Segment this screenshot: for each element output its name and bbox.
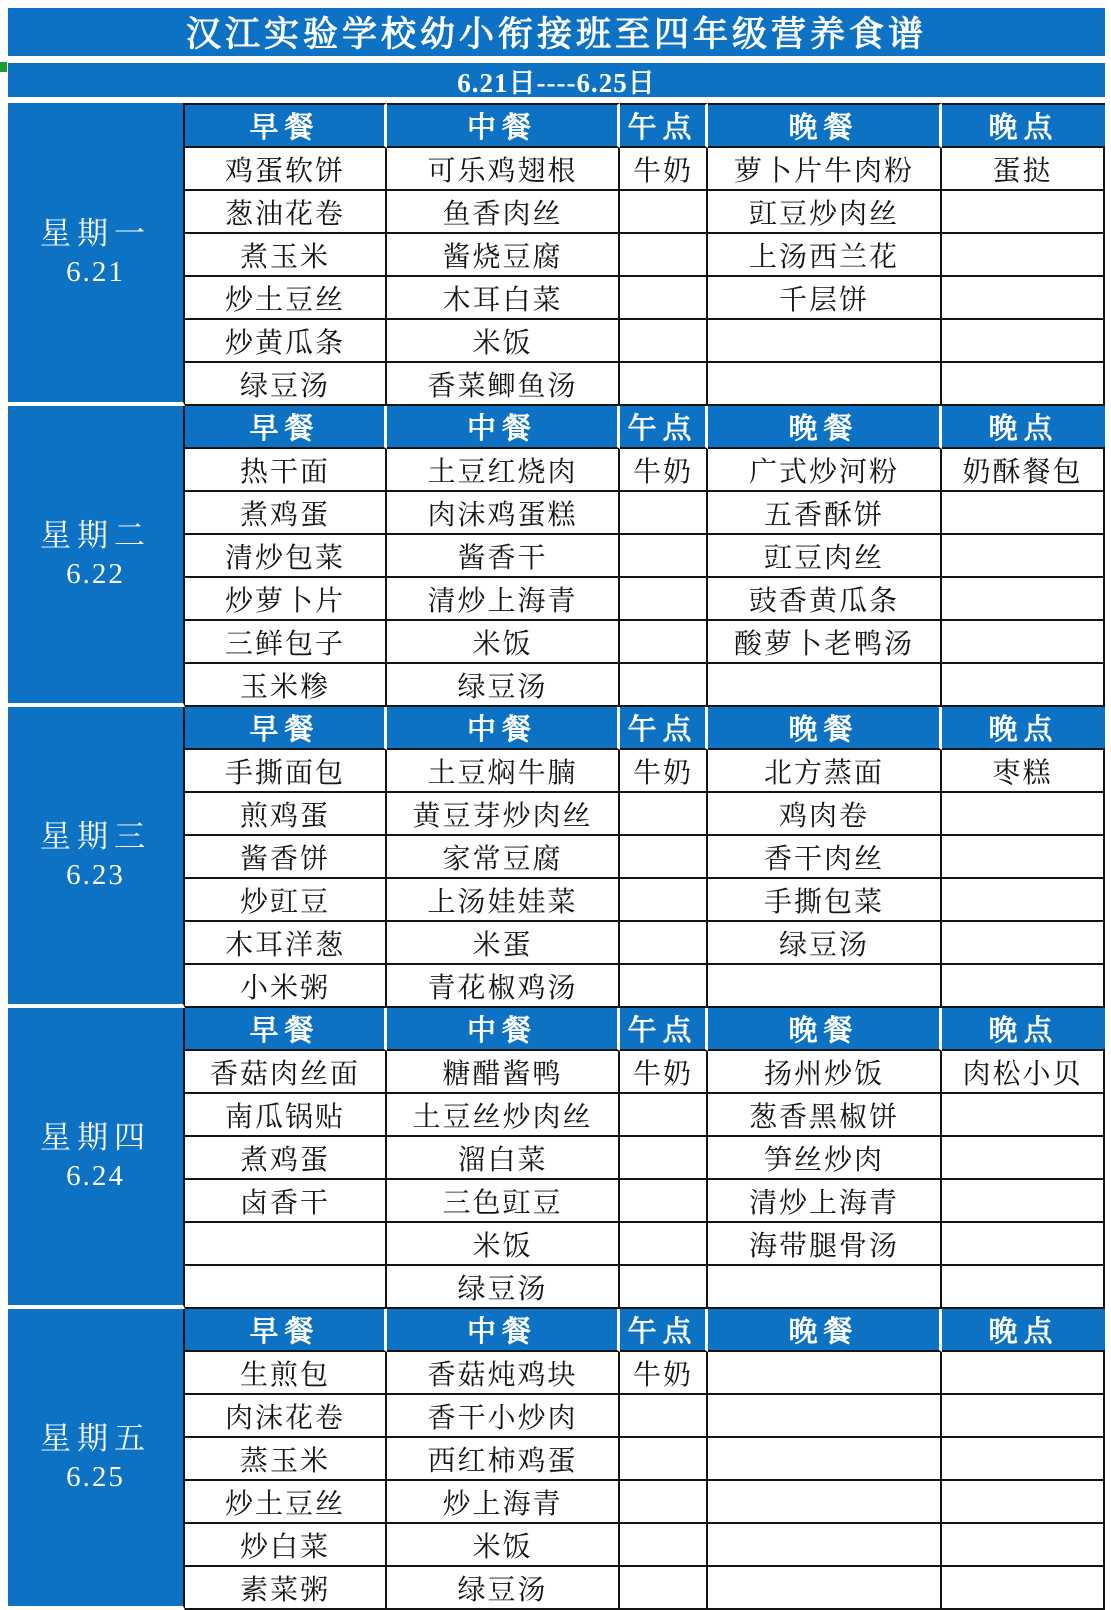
day-date: 6.21 (66, 255, 125, 288)
meal-cell (620, 664, 708, 707)
meal-cell (708, 1567, 942, 1610)
meal-cell: 酱香饼 (185, 836, 387, 879)
meal-cell: 扬州炒饭 (708, 1051, 942, 1094)
meal-cell: 枣糕 (942, 750, 1105, 793)
meal-cell (620, 1524, 708, 1567)
meal-cell (708, 1395, 942, 1438)
meal-cell (185, 1266, 387, 1309)
meal-cell: 木耳白菜 (387, 277, 620, 320)
meal-cell: 黄豆芽炒肉丝 (387, 793, 620, 836)
day-cell (8, 1309, 185, 1610)
meal-cell: 豇豆肉丝 (708, 535, 942, 578)
meal-cell: 肉沫花卷 (185, 1395, 387, 1438)
meal-cell: 米饭 (387, 320, 620, 363)
meal-cell: 炒土豆丝 (185, 277, 387, 320)
meal-cell: 青花椒鸡汤 (387, 965, 620, 1008)
meal-header-cell: 中餐 (387, 406, 620, 449)
day-name: 星期二 (40, 518, 151, 553)
meal-cell (620, 277, 708, 320)
meal-cell: 广式炒河粉 (708, 449, 942, 492)
meal-cell (620, 879, 708, 922)
meal-header-cell: 早餐 (185, 103, 387, 148)
meal-cell: 肉松小贝 (942, 1051, 1105, 1094)
meal-cell: 鸡蛋软饼 (185, 148, 387, 191)
meal-cell: 蒸玉米 (185, 1438, 387, 1481)
meal-cell (620, 492, 708, 535)
meal-cell (942, 879, 1105, 922)
meal-cell (620, 1180, 708, 1223)
meal-cell (942, 1567, 1105, 1610)
meal-cell: 糖醋酱鸭 (387, 1051, 620, 1094)
meal-cell (942, 965, 1105, 1008)
meal-cell (942, 664, 1105, 707)
meal-cell: 牛奶 (620, 750, 708, 793)
meal-cell (620, 578, 708, 621)
day-cell (8, 103, 185, 406)
meal-cell: 绿豆汤 (185, 363, 387, 406)
meal-header-cell: 中餐 (387, 707, 620, 750)
meal-cell: 玉米糁 (185, 664, 387, 707)
day-cell (8, 406, 185, 707)
meal-header-cell: 晚点 (942, 1309, 1105, 1352)
meal-cell (620, 922, 708, 965)
meal-cell: 酸萝卜老鸭汤 (708, 621, 942, 664)
meal-cell: 卤香干 (185, 1180, 387, 1223)
meal-cell: 米饭 (387, 1524, 620, 1567)
meal-cell (942, 535, 1105, 578)
meal-cell: 酱烧豆腐 (387, 234, 620, 277)
day-cell (8, 1008, 185, 1309)
day-name: 星期三 (40, 819, 151, 854)
meal-cell (620, 1438, 708, 1481)
meal-cell: 北方蒸面 (708, 750, 942, 793)
meal-cell: 炒上海青 (387, 1481, 620, 1524)
meal-cell: 千层饼 (708, 277, 942, 320)
meal-cell (620, 535, 708, 578)
meal-cell: 清炒包菜 (185, 535, 387, 578)
meal-header-cell: 晚点 (942, 1008, 1105, 1051)
meal-cell (620, 793, 708, 836)
meal-header-cell: 晚餐 (708, 1008, 942, 1051)
meal-cell: 香菇肉丝面 (185, 1051, 387, 1094)
meal-cell (942, 363, 1105, 406)
meal-cell (942, 922, 1105, 965)
meal-cell: 绿豆汤 (387, 664, 620, 707)
meal-cell (708, 664, 942, 707)
menu-table-body (8, 103, 1105, 1610)
meal-cell (942, 621, 1105, 664)
meal-header-cell: 中餐 (387, 1008, 620, 1051)
meal-cell (942, 578, 1105, 621)
meal-cell (708, 1481, 942, 1524)
meal-cell: 清炒上海青 (387, 578, 620, 621)
meal-cell (942, 836, 1105, 879)
meal-cell (942, 1223, 1105, 1266)
meal-cell (708, 1438, 942, 1481)
meal-header-cell: 晚餐 (708, 707, 942, 750)
meal-header-cell: 晚餐 (708, 406, 942, 449)
meal-cell: 可乐鸡翅根 (387, 148, 620, 191)
meal-header-cell: 早餐 (185, 707, 387, 750)
meal-cell: 奶酥餐包 (942, 449, 1105, 492)
meal-header-cell: 午点 (620, 1008, 708, 1051)
meal-cell: 炒白菜 (185, 1524, 387, 1567)
meal-cell (620, 1266, 708, 1309)
meal-cell: 萝卜片牛肉粉 (708, 148, 942, 191)
meal-cell: 香干小炒肉 (387, 1395, 620, 1438)
meal-cell: 炒土豆丝 (185, 1481, 387, 1524)
meal-cell: 绿豆汤 (387, 1266, 620, 1309)
meal-cell (708, 965, 942, 1008)
meal-cell: 香菇炖鸡块 (387, 1352, 620, 1395)
meal-cell: 土豆丝炒肉丝 (387, 1094, 620, 1137)
meal-cell: 土豆红烧肉 (387, 449, 620, 492)
meal-cell (620, 836, 708, 879)
meal-cell: 米饭 (387, 1223, 620, 1266)
section-header-row (8, 1008, 1105, 1051)
meal-header-cell: 晚餐 (708, 1309, 942, 1352)
meal-cell: 家常豆腐 (387, 836, 620, 879)
meal-cell: 煎鸡蛋 (185, 793, 387, 836)
meal-cell (942, 191, 1105, 234)
meal-cell: 笋丝炒肉 (708, 1137, 942, 1180)
meal-cell: 素菜粥 (185, 1567, 387, 1610)
meal-cell (942, 1094, 1105, 1137)
meal-cell: 炒萝卜片 (185, 578, 387, 621)
meal-header-cell: 午点 (620, 1309, 708, 1352)
meal-cell: 海带腿骨汤 (708, 1223, 942, 1266)
meal-cell: 鱼香肉丝 (387, 191, 620, 234)
meal-header-cell: 晚点 (942, 707, 1105, 750)
meal-header-cell: 晚点 (942, 103, 1105, 148)
meal-cell (708, 320, 942, 363)
meal-cell: 绿豆汤 (708, 922, 942, 965)
meal-cell: 南瓜锅贴 (185, 1094, 387, 1137)
meal-header-cell: 早餐 (185, 1008, 387, 1051)
meal-cell: 豇豆炒肉丝 (708, 191, 942, 234)
meal-header-cell: 早餐 (185, 1309, 387, 1352)
meal-cell (942, 320, 1105, 363)
meal-cell (620, 363, 708, 406)
meal-cell: 三色豇豆 (387, 1180, 620, 1223)
meal-cell: 溜白菜 (387, 1137, 620, 1180)
meal-header-cell: 晚点 (942, 406, 1105, 449)
meal-cell (942, 277, 1105, 320)
green-corner-mark (0, 62, 7, 72)
meal-cell (942, 1180, 1105, 1223)
meal-cell (620, 191, 708, 234)
meal-cell: 牛奶 (620, 449, 708, 492)
meal-cell: 手撕包菜 (708, 879, 942, 922)
meal-cell: 清炒上海青 (708, 1180, 942, 1223)
meal-cell: 三鲜包子 (185, 621, 387, 664)
day-date: 6.24 (66, 1159, 125, 1192)
meal-cell (942, 234, 1105, 277)
date-range: 6.21日----6.25日 (8, 63, 1105, 97)
meal-cell (942, 1395, 1105, 1438)
day-cell (8, 707, 185, 1008)
meal-cell (942, 1137, 1105, 1180)
meal-cell (620, 234, 708, 277)
meal-cell: 绿豆汤 (387, 1567, 620, 1610)
day-date: 6.23 (66, 858, 125, 891)
meal-cell: 蛋挞 (942, 148, 1105, 191)
day-name: 星期一 (40, 216, 151, 251)
meal-cell: 热干面 (185, 449, 387, 492)
meal-cell (620, 965, 708, 1008)
meal-cell: 土豆焖牛腩 (387, 750, 620, 793)
meal-cell: 五香酥饼 (708, 492, 942, 535)
meal-cell: 牛奶 (620, 148, 708, 191)
day-date: 6.22 (66, 557, 125, 590)
meal-cell: 木耳洋葱 (185, 922, 387, 965)
meal-header-cell: 晚餐 (708, 103, 942, 148)
day-name: 星期五 (40, 1421, 151, 1456)
meal-header-cell: 中餐 (387, 1309, 620, 1352)
meal-cell: 煮鸡蛋 (185, 492, 387, 535)
meal-header-cell: 中餐 (387, 103, 620, 148)
meal-cell: 香干肉丝 (708, 836, 942, 879)
day-name: 星期四 (40, 1120, 151, 1155)
page-title: 汉江实验学校幼小衔接班至四年级营养食谱 (8, 8, 1105, 56)
day-date: 6.25 (66, 1460, 125, 1493)
section-header-row (8, 1309, 1105, 1352)
meal-cell (942, 1266, 1105, 1309)
meal-cell (708, 1352, 942, 1395)
meal-cell: 酱香干 (387, 535, 620, 578)
meal-cell (185, 1223, 387, 1266)
menu-table (8, 103, 1105, 1610)
meal-cell: 鸡肉卷 (708, 793, 942, 836)
meal-cell (942, 1352, 1105, 1395)
meal-cell: 小米粥 (185, 965, 387, 1008)
meal-cell: 豉香黄瓜条 (708, 578, 942, 621)
meal-cell: 上汤娃娃菜 (387, 879, 620, 922)
meal-cell: 炒黄瓜条 (185, 320, 387, 363)
meal-cell (942, 492, 1105, 535)
section-header-row (8, 707, 1105, 750)
meal-cell (620, 1481, 708, 1524)
meal-cell: 煮玉米 (185, 234, 387, 277)
meal-header-cell: 午点 (620, 707, 708, 750)
meal-cell (942, 793, 1105, 836)
meal-cell: 炒豇豆 (185, 879, 387, 922)
section-header-row (8, 406, 1105, 449)
meal-cell (708, 363, 942, 406)
meal-cell (620, 1567, 708, 1610)
meal-cell (620, 1094, 708, 1137)
meal-cell (620, 621, 708, 664)
meal-cell: 上汤西兰花 (708, 234, 942, 277)
meal-cell (708, 1524, 942, 1567)
meal-cell (620, 1137, 708, 1180)
meal-cell: 葱香黑椒饼 (708, 1094, 942, 1137)
meal-cell: 手撕面包 (185, 750, 387, 793)
meal-cell: 生煎包 (185, 1352, 387, 1395)
meal-cell: 牛奶 (620, 1051, 708, 1094)
meal-header-cell: 早餐 (185, 406, 387, 449)
section-header-row (8, 103, 1105, 148)
meal-cell: 米饭 (387, 621, 620, 664)
meal-cell: 米蛋 (387, 922, 620, 965)
meal-header-cell: 午点 (620, 406, 708, 449)
meal-cell (942, 1524, 1105, 1567)
meal-cell (942, 1481, 1105, 1524)
meal-cell (620, 320, 708, 363)
meal-cell: 西红柿鸡蛋 (387, 1438, 620, 1481)
meal-cell (942, 1438, 1105, 1481)
meal-cell: 牛奶 (620, 1352, 708, 1395)
meal-cell: 肉沫鸡蛋糕 (387, 492, 620, 535)
meal-cell (620, 1395, 708, 1438)
meal-cell: 香菜鲫鱼汤 (387, 363, 620, 406)
meal-cell (620, 1223, 708, 1266)
meal-header-cell: 午点 (620, 103, 708, 148)
meal-cell (708, 1266, 942, 1309)
meal-cell: 葱油花卷 (185, 191, 387, 234)
meal-cell: 煮鸡蛋 (185, 1137, 387, 1180)
